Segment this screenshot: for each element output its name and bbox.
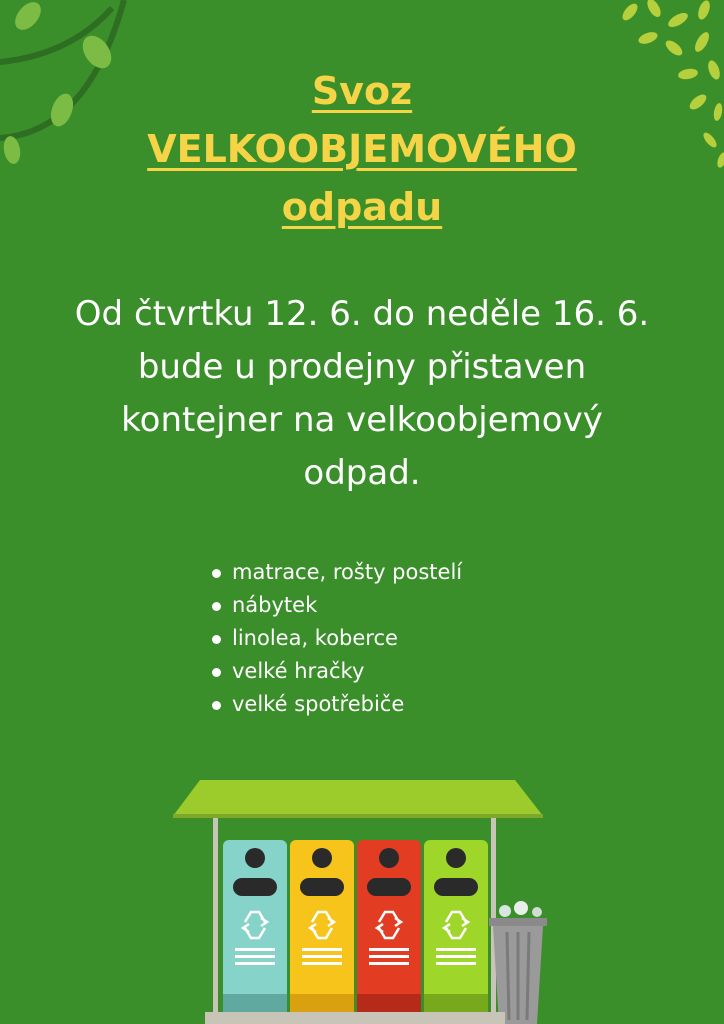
- bin-red: [357, 840, 421, 1024]
- list-item: nábytek: [210, 589, 462, 622]
- page-title: [0, 62, 724, 236]
- title-line-1: Svoz: [311, 69, 413, 113]
- list-item: velké hračky: [210, 655, 462, 688]
- bin-yellow: [290, 840, 354, 1024]
- recycling-station-illustration: [165, 776, 555, 1024]
- list-item: velké spotřebiče: [210, 688, 462, 721]
- list-item: linolea, koberce: [210, 622, 462, 655]
- waste-items-list: [210, 556, 462, 721]
- lead-line-1: Od čtvrtku 12. 6. do neděle 16. 6.: [74, 294, 650, 334]
- announcement-text: [40, 288, 684, 500]
- title-line-2: VELKOOBJEMOVÉHO: [147, 127, 577, 171]
- bin-green: [424, 840, 488, 1024]
- trash-can: [489, 901, 547, 1024]
- title-line-3: odpadu: [281, 185, 443, 229]
- list-item: matrace, rošty postelí: [210, 556, 462, 589]
- lead-line-2: bude u prodejny přistaven: [137, 347, 587, 387]
- lead-line-3: kontejner na velkoobjemový: [121, 400, 603, 440]
- lead-line-4: odpad.: [303, 453, 421, 493]
- bin-cyan: [223, 840, 287, 1024]
